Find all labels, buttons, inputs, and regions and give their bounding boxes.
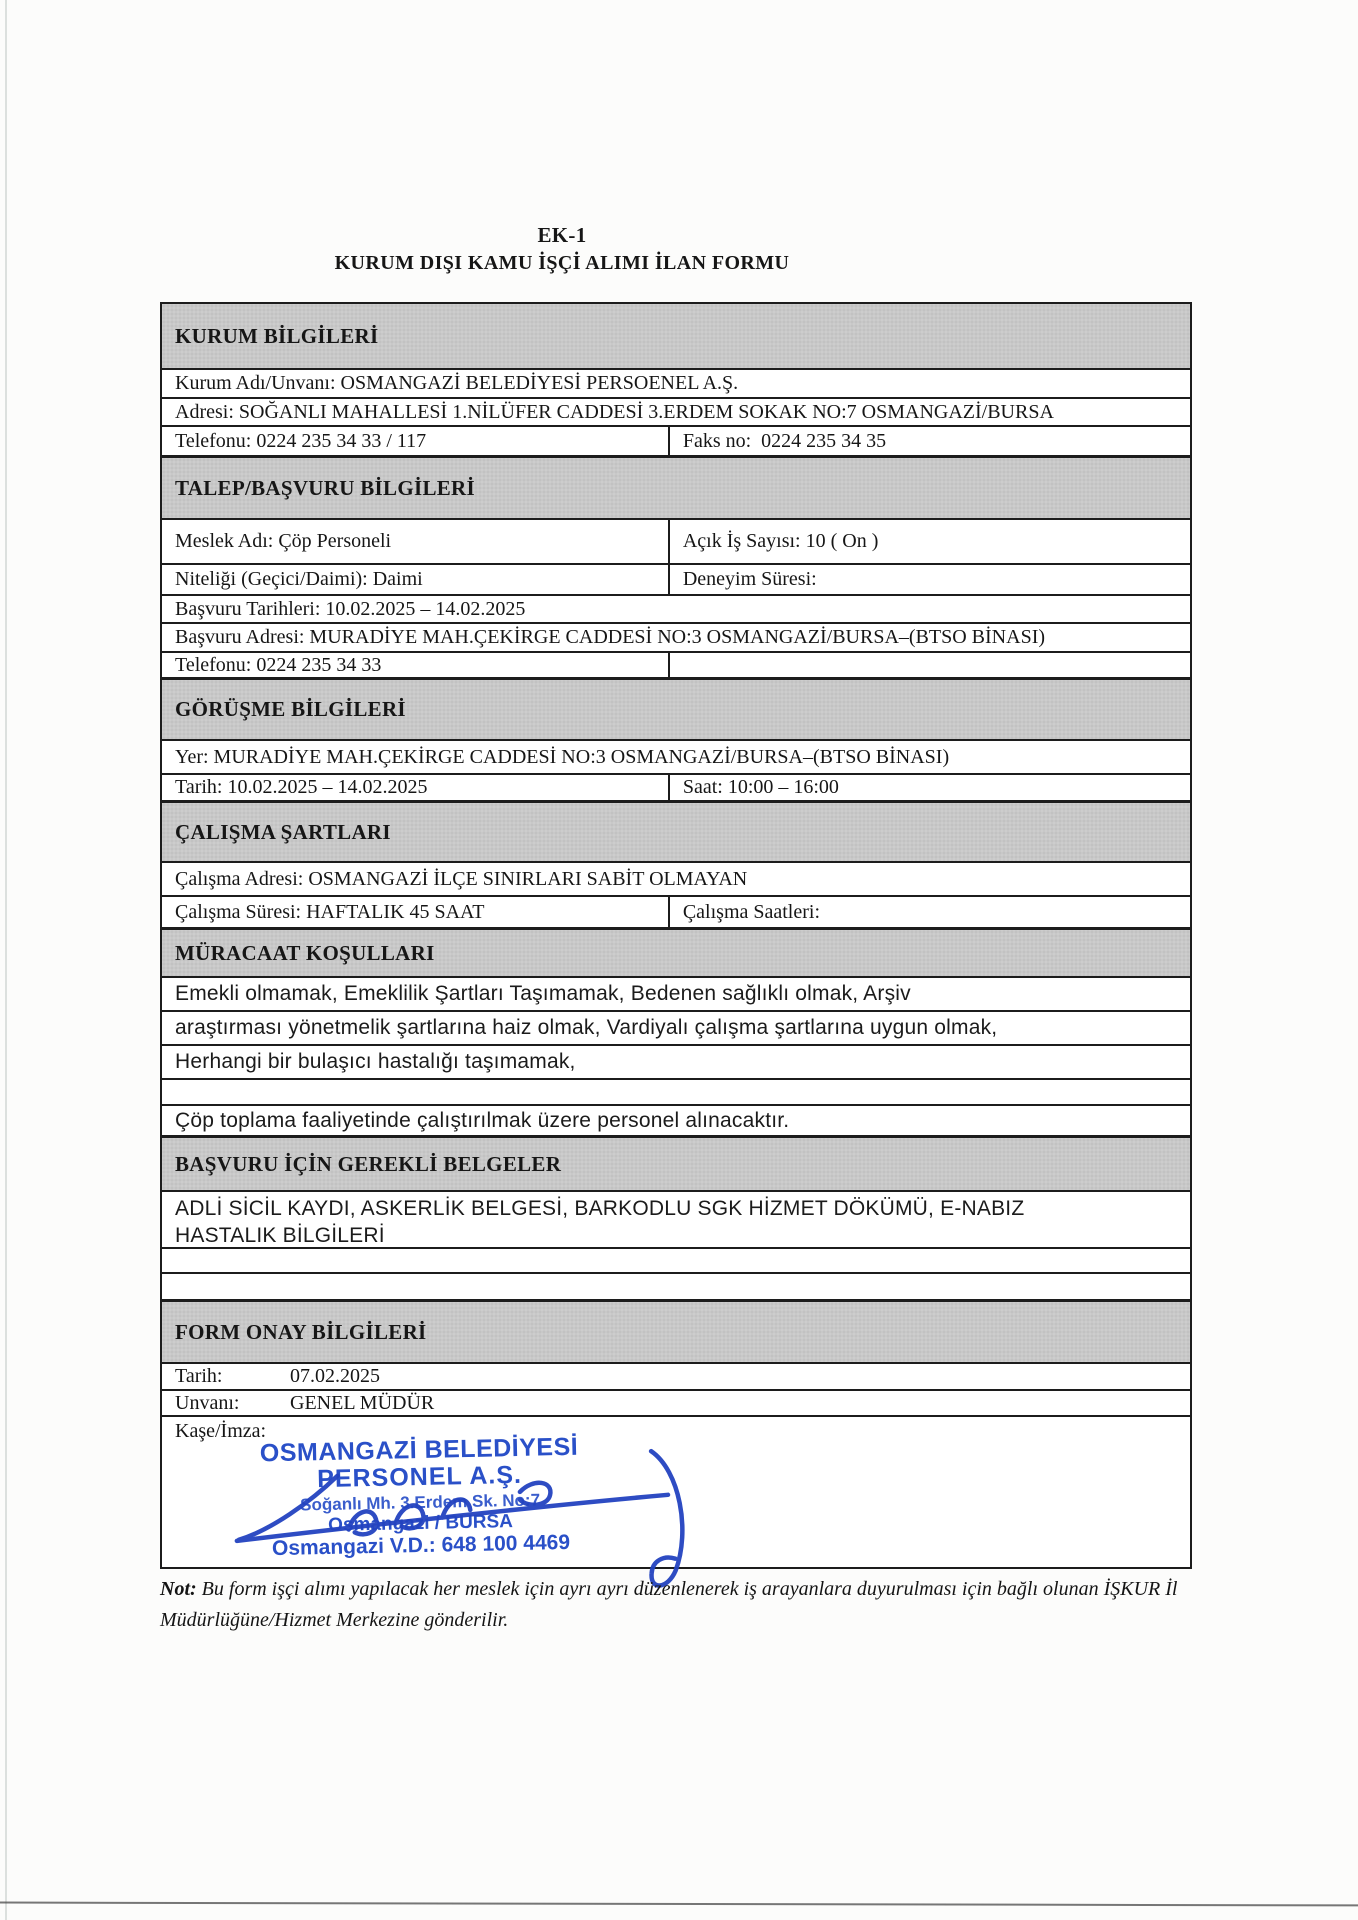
onay-tarih-value: 07.02.2025 (290, 1365, 380, 1387)
field-telefonu: Telefonu: 0224 235 34 33 / 117 (162, 427, 670, 455)
row-onay-tarih (162, 1364, 1190, 1391)
stamp-line-1: OSMANGAZİ BELEDİYESİ (259, 1432, 579, 1468)
field-gorusme-tarih: Tarih: 10.02.2025 – 14.02.2025 (162, 775, 670, 800)
row-onay-unvan (162, 1391, 1190, 1417)
belgeler-content (162, 1192, 1190, 1249)
field-calisma-saatleri: Çalışma Saatleri: (682, 900, 821, 923)
onay-unvan-value: GENEL MÜDÜR (290, 1391, 435, 1414)
note-text: Bu form işçi alımı yapılacak her meslek için ayrı ayrı düzenlenerek iş arayanlara duyurulması için bağlı olunan İŞKUR İl Müdürlüğüne/Hizmet Merkezine gönderilir. (160, 1578, 1178, 1631)
row-telefon-faks (162, 427, 1190, 457)
note-label: Not: (160, 1578, 197, 1600)
row-nitelik-deneyim (162, 565, 1190, 596)
field-adresi: Adresi: SOĞANLI MAHALLESİ 1.NİLÜFER CADDESİ 3.ERDEM SOKAK NO:7 OSMANGAZİ/BURSA (162, 399, 1190, 427)
field-gorusme-saat: Saat: 10:00 – 16:00 (682, 776, 839, 798)
muracaat-line-3: Herhangi bir bulaşıcı hastalığı taşımamak, (162, 1046, 1190, 1080)
footer-note (160, 1574, 1200, 1636)
telefon2-empty-cell (670, 653, 1190, 677)
field-basvuru-tarihleri: Başvuru Tarihleri: 10.02.2025 – 14.02.2025 (162, 596, 1190, 624)
section-header-muracaat-kosullari: MÜRACAAT KOŞULLARI (162, 929, 1190, 978)
muracaat-line-1: Emekli olmamak, Emeklilik Şartları Taşımamak, Bedenen sağlıklı olmak, Arşiv (162, 978, 1190, 1012)
stamp-line-2: PERSONEL A.Ş. (316, 1460, 523, 1494)
section-header-form-onay: FORM ONAY BİLGİLERİ (162, 1301, 1190, 1364)
row-tarih-saat (162, 775, 1190, 802)
scan-edge-left (5, 0, 7, 1920)
field-kurum-adi: Kurum Adı/Unvanı: OSMANGAZİ BELEDİYESİ PERSOENEL A.Ş. (162, 370, 1190, 399)
row-kase-imza (162, 1417, 1190, 1567)
row-telefon2 (162, 653, 1190, 679)
form-title: KURUM DIŞI KAMU İŞÇİ ALIMI İLAN FORMU (334, 252, 790, 274)
form-title-block (0, 222, 1124, 278)
form-table (160, 302, 1192, 1569)
empty-row (162, 1080, 1190, 1106)
muracaat-aciklama: Çöp toplama faaliyetinde çalıştırılmak üzere personel alınacaktır. (162, 1106, 1190, 1137)
field-calisma-suresi: Çalışma Süresi: HAFTALIK 45 SAAT (162, 897, 670, 927)
stamp-line-4: Osmangazi / BURSA (327, 1510, 514, 1536)
onay-tarih-label: Tarih: (175, 1365, 223, 1387)
field-deneyim-suresi: Deneyim Süresi: (682, 568, 817, 590)
section-header-kurum-bilgileri: KURUM BİLGİLERİ (162, 304, 1190, 370)
empty-row (162, 1249, 1190, 1274)
section-header-gerekli-belgeler: BAŞVURU İÇİN GEREKLİ BELGELER (162, 1137, 1190, 1192)
section-header-talep-basvuru: TALEP/BAŞVURU BİLGİLERİ (162, 457, 1190, 520)
field-yer: Yer: MURADİYE MAH.ÇEKİRGE CADDESİ NO:3 OSMANGAZİ/BURSA–(BTSO BİNASI) (162, 741, 1190, 775)
field-telefonu-2: Telefonu: 0224 235 34 33 (162, 653, 670, 677)
field-niteligi: Niteliği (Geçici/Daimi): Daimi (162, 565, 670, 594)
field-faks: Faks no: 0224 235 34 35 (682, 429, 887, 452)
row-meslek-acikis (162, 520, 1190, 565)
onay-unvan-label: Unvanı: (175, 1391, 240, 1414)
stamp-line-3: Soğanlı Mh. 3.Erdem Sk. No:7 (299, 1490, 541, 1515)
empty-row (162, 1274, 1190, 1301)
muracaat-line-2: araştırması yönetmelik şartlarına haiz olmak, Vardiyalı çalışma şartlarına uygun olmak, (162, 1012, 1190, 1046)
belgeler-text: ADLİ SİCİL KAYDI, ASKERLİK BELGESİ, BARKODLU SGK HİZMET DÖKÜMÜ, E-NABIZ HASTALIK BİLGİLERİ (175, 1197, 1025, 1247)
section-header-gorusme: GÖRÜŞME BİLGİLERİ (162, 679, 1190, 741)
scan-edge-bottom (0, 1902, 1358, 1907)
row-calisma-sure-saat (162, 897, 1190, 929)
section-header-calisma-sartlari: ÇALIŞMA ŞARTLARI (162, 802, 1190, 863)
form-code: EK-1 (537, 223, 587, 247)
field-calisma-adresi: Çalışma Adresi: OSMANGAZİ İLÇE SINIRLARI SABİT OLMAYAN (162, 863, 1190, 897)
stamp-line-5: Osmangazi V.D.: 648 100 4469 (271, 1531, 571, 1561)
field-basvuru-adresi: Başvuru Adresi: MURADİYE MAH.ÇEKİRGE CADDESİ NO:3 OSMANGAZİ/BURSA–(BTSO BİNASI) (162, 624, 1190, 653)
field-acik-is-sayisi: Açık İş Sayısı: 10 ( On ) (682, 530, 879, 552)
field-meslek-adi: Meslek Adı: Çöp Personeli (162, 520, 670, 563)
kase-imza-label: Kaşe/İmza: (175, 1420, 267, 1442)
company-stamp (209, 1433, 631, 1562)
